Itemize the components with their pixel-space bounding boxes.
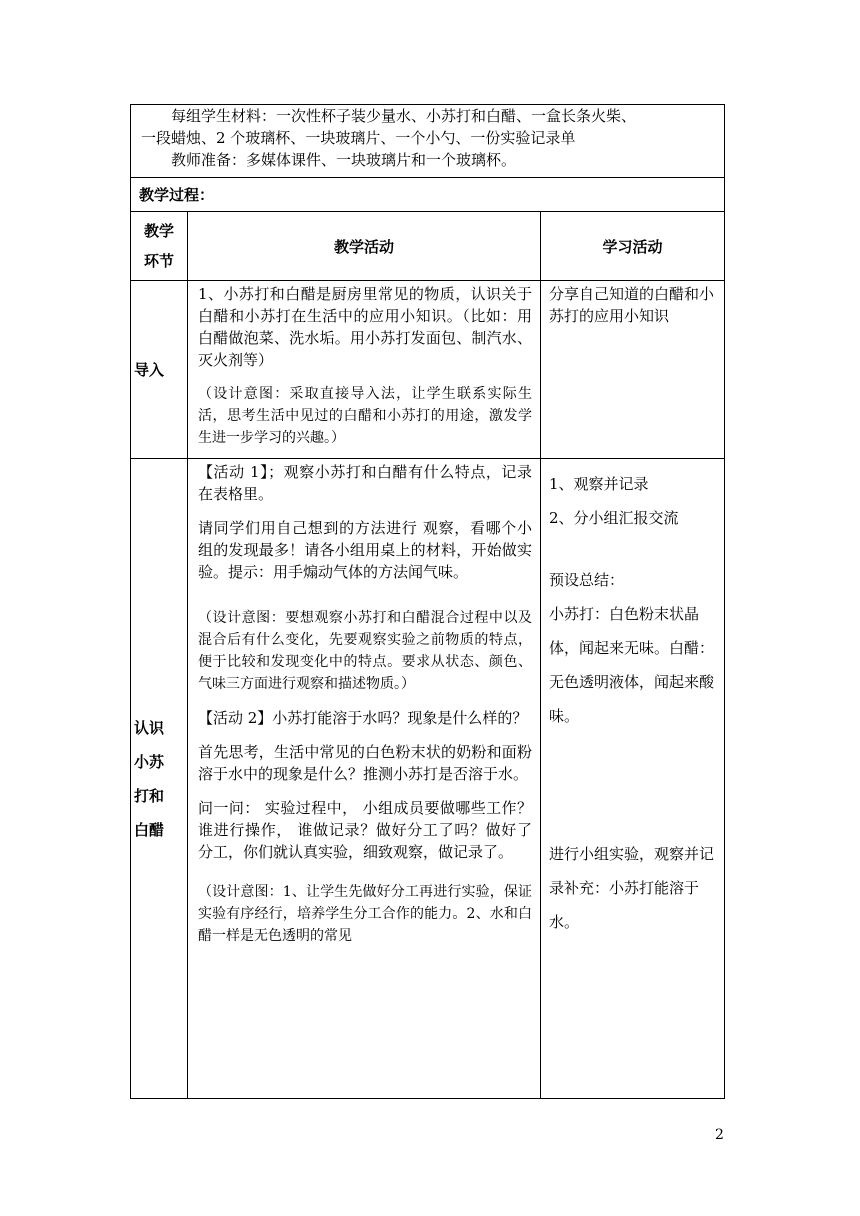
stage-recognize-line4: 白醋 — [134, 820, 165, 839]
page-number: 2 — [715, 1127, 724, 1143]
activity2-design-intent: （设计意图：1、让学生先做好分工再进行实验，保证实验有序经行，培养学生分工合作的能力。2、水和白醋一样是无色透明的常见 — [198, 884, 532, 944]
header-row — [131, 212, 725, 281]
stage-intro: 导入 — [131, 281, 188, 459]
student-materials-line1: 每组学生材料：一次性杯子装少量水、小苏打和白醋、一盒长条火柴、 — [171, 107, 637, 125]
intro-row — [131, 281, 725, 459]
header-stage — [131, 212, 188, 281]
learning-group-report: 2、分小组汇报交流 — [549, 509, 679, 527]
activity2-ask: 问一问： 实验过程中， 小组成员要做哪些工作？谁进行操作， 谁做记录？做好分工了吗？做好了分工，你们就认真实验，细致观察，做记录了。 — [198, 799, 532, 861]
intro-learning-text: 分享自己知道的白醋和小苏打的应用小知识 — [549, 285, 715, 325]
process-label: 教学过程： — [131, 178, 725, 212]
learning-observe-record: 1、观察并记录 — [549, 475, 649, 493]
materials-cell — [131, 105, 725, 178]
header-stage-line1: 教学 — [143, 222, 174, 240]
intro-teaching — [188, 281, 541, 459]
recognize-row — [131, 459, 725, 1099]
header-stage-line2: 环节 — [143, 252, 174, 270]
header-teaching: 教学活动 — [188, 212, 541, 281]
materials-row — [131, 105, 725, 178]
activity2-title: 【活动 2】小苏打能溶于水吗？现象是什么样的？ — [198, 709, 528, 727]
activity1-design-intent: （设计意图：要想观察小苏打和白醋混合过程中以及混合后有什么变化，先要观察实验之前物质的特点，便于比较和发现变化中的特点。要求从状态、颜色、气味三方面进行观察和描述物质。） — [198, 610, 532, 692]
stage-recognize-line3: 打和 — [134, 786, 165, 805]
learning-solubility-text: 进行小组实验，观察并记录补充：小苏打能溶于水。 — [549, 845, 715, 931]
intro-teaching-text: 1、小苏打和白醋是厨房里常见的物质，认识关于白醋和小苏打在生活中的应用小知识。（比如：用白醋做泡菜、洗水垢。用小苏打发面包、制汽水、灭火剂等） — [198, 285, 532, 369]
learning-summary-label: 预设总结： — [549, 571, 625, 589]
stage-recognize-line1: 认识 — [134, 718, 165, 737]
intro-design-intent: （设计意图：采取直接导入法，让学生联系实际生活，思考生活中见过的白醋和小苏打的用途，激发学生进一步学习的兴趣。） — [198, 386, 532, 446]
learning-summary-text: 小苏打：白色粉末状晶体，闻起来无味。白醋：无色透明液体，闻起来酸味。 — [549, 605, 715, 725]
activity1-instructions: 请同学们用自己想到的方法进行 观察，看哪个小组的发现最多！请各小组用桌上的材料，开始做实验。提示：用手煽动气体的方法闻气味。 — [198, 519, 532, 581]
lesson-plan-table — [130, 104, 725, 1099]
recognize-teaching — [188, 459, 541, 1099]
activity2-think: 首先思考，生活中常见的白色粉末状的奶粉和面粉溶于水中的现象是什么？推测小苏打是否溶于水。 — [198, 743, 532, 783]
student-materials-line2: 一段蜡烛、2 个玻璃杯、一块玻璃片、一个小勺、一份实验记录单 — [141, 129, 576, 147]
recognize-learning — [541, 459, 725, 1099]
header-learning: 学习活动 — [541, 212, 725, 281]
activity1-title: 【活动 1】；观察小苏打和白醋有什么特点，记录在表格里。 — [198, 463, 532, 503]
intro-learning — [541, 281, 725, 459]
process-label-row — [131, 178, 725, 212]
stage-recognize-line2: 小苏 — [134, 752, 165, 771]
teacher-materials: 教师准备：多媒体课件、一块玻璃片和一个玻璃杯。 — [171, 151, 517, 169]
stage-recognize — [131, 459, 188, 1099]
